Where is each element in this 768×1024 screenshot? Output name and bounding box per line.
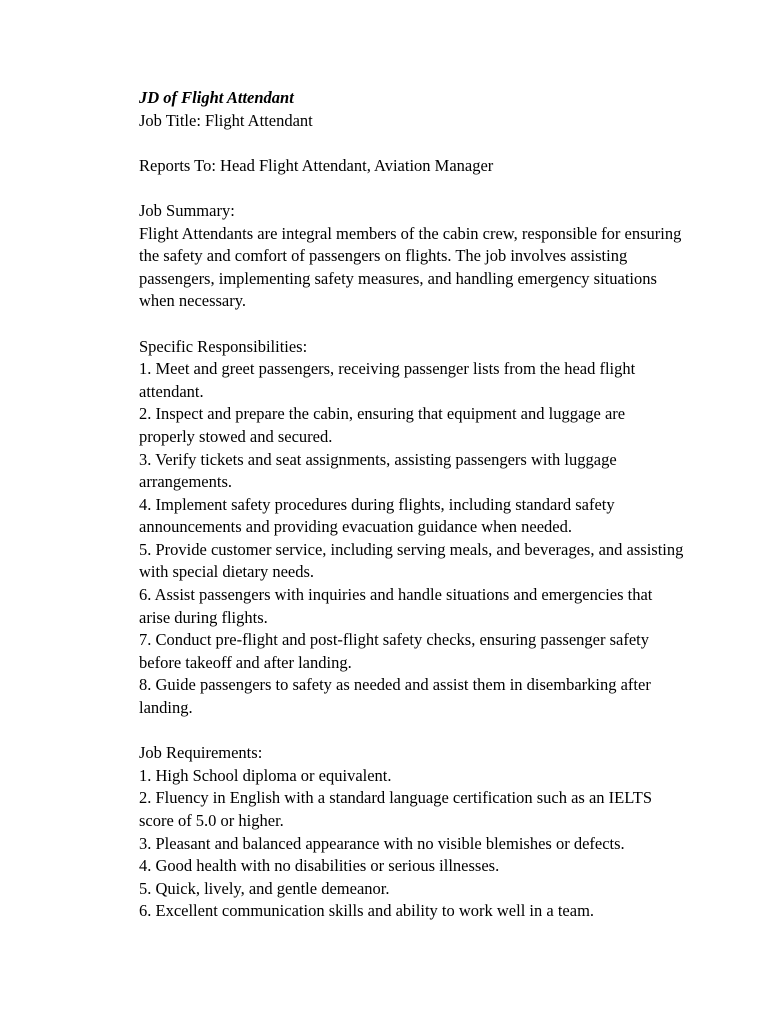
reports-to: Reports To: Head Flight Attendant, Aviation Manager	[139, 155, 494, 175]
responsibility-item: 2. Inspect and prepare the cabin, ensuring that equipment and luggage are properly stowed and secured.	[139, 404, 626, 446]
responsibility-item: 1. Meet and greet passengers, receiving passenger lists from the head flight attendant.	[139, 359, 636, 401]
document-heading: JD of Flight Attendant	[139, 88, 294, 107]
responsibility-item: 4. Implement safety procedures during flights, including standard safety announcements and providing evacuation guidance when needed.	[139, 494, 615, 537]
spacer	[139, 720, 684, 743]
requirement-item: 6. Excellent communication skills and ability to work well in a team.	[139, 901, 595, 921]
responsibility-item: 3. Verify tickets and seat assignments, assisting passengers with luggage arrangements.	[139, 449, 617, 492]
requirement-item: 2. Fluency in English with a standard language certification such as an IELTS score of 5.0 or higher.	[139, 788, 653, 830]
responsibilities-list	[139, 358, 684, 720]
job-summary-text: Flight Attendants are integral members of the cabin crew, responsible for ensuring the safety and comfort of passengers on flights. The job involves assisting passengers, implementing safety measures, and handling emergency situations when necessary.	[139, 223, 682, 311]
responsibility-item: 5. Provide customer service, including serving meals, and beverages, and assisting with special dietary needs.	[139, 539, 684, 582]
requirements-label: Job Requirements:	[139, 743, 263, 763]
job-title: Job Title: Flight Attendant	[139, 110, 313, 130]
responsibilities-label: Specific Responsibilities:	[139, 336, 308, 356]
spacer	[139, 313, 684, 336]
job-summary-label: Job Summary:	[139, 200, 235, 220]
requirements-list	[139, 765, 684, 923]
requirement-item: 1. High School diploma or equivalent.	[139, 765, 392, 785]
responsibility-item: 8. Guide passengers to safety as needed and assist them in disembarking after landing.	[139, 675, 651, 718]
document-body	[139, 87, 684, 923]
requirement-item: 4. Good health with no disabilities or serious illnesses.	[139, 856, 500, 876]
requirement-item: 5. Quick, lively, and gentle demeanor.	[139, 878, 390, 898]
responsibility-item: 7. Conduct pre-flight and post-flight safety checks, ensuring passenger safety before takeoff and after landing.	[139, 630, 649, 672]
responsibility-item: 6. Assist passengers with inquiries and handle situations and emergencies that arise during flights.	[139, 585, 653, 627]
spacer	[139, 132, 684, 155]
spacer	[139, 177, 684, 200]
requirement-item: 3. Pleasant and balanced appearance with no visible blemishes or defects.	[139, 833, 625, 853]
